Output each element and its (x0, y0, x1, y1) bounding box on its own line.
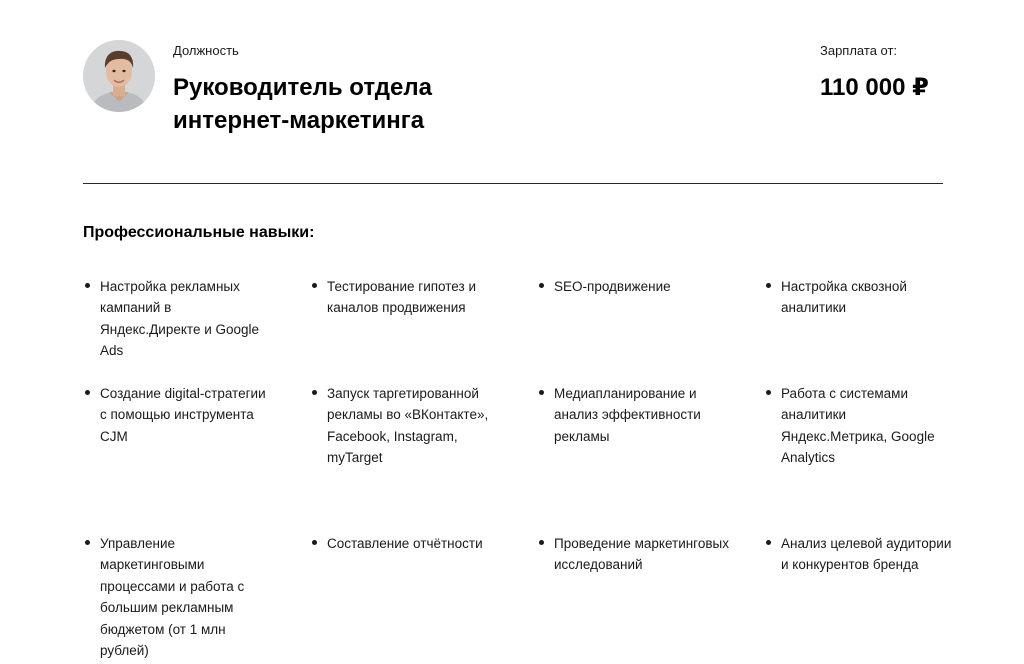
position-title: Руководитель отдела интернет-маркетинга (173, 74, 432, 134)
skill-text: Настройка рекламных кампаний в Яндекс.Директе и Google Ads (100, 279, 260, 359)
bullet-icon (85, 540, 90, 545)
bullet-icon (766, 390, 771, 395)
skill-text: Управление маркетинговыми процессами и работа с большим рекламным бюджетом (от 1 млн рублей) (100, 536, 245, 659)
skill-text: Создание digital-стратегии с помощью инструмента CJM (100, 386, 266, 444)
header-divider (83, 183, 943, 184)
skill-text: Запуск таргетированной рекламы во «ВКонтакте», Facebook, Instagram, myTarget (327, 386, 489, 466)
skill-item (764, 533, 956, 576)
bullet-icon (539, 540, 544, 545)
skill-text: Работа с системами аналитики Яндекс.Метрика, Google Analytics (781, 386, 935, 466)
bullet-icon (766, 540, 771, 545)
skill-item (83, 276, 275, 362)
skill-text: Анализ целевой аудитории и конкурентов бренда (781, 536, 952, 573)
bullet-icon (539, 283, 544, 288)
bullet-icon (539, 390, 544, 395)
skill-text: Проведение маркетинговых исследований (554, 536, 729, 573)
bullet-icon (312, 540, 317, 545)
skill-text: Тестирование гипотез и каналов продвижения (327, 279, 476, 316)
bullet-icon (85, 283, 90, 288)
skill-item (764, 276, 956, 319)
skill-text: Медиапланирование и анализ эффективности рекламы (554, 386, 701, 444)
person-avatar-icon (83, 40, 155, 112)
bullet-icon (85, 390, 90, 395)
bullet-icon (766, 283, 771, 288)
skill-item (310, 276, 502, 319)
skill-text: Составление отчётности (327, 536, 483, 551)
salary-value: 110 000 ₽ (820, 74, 929, 101)
skill-item (310, 383, 502, 469)
skill-item (764, 383, 956, 469)
skill-item (537, 533, 734, 576)
skill-item (537, 383, 734, 447)
bullet-icon (312, 283, 317, 288)
avatar (83, 40, 155, 112)
bullet-icon (312, 390, 317, 395)
skill-item (83, 533, 275, 661)
vacancy-header (83, 40, 943, 184)
skill-text: Настройка сквозной аналитики (781, 279, 907, 316)
skill-item (310, 533, 502, 554)
skill-item (83, 383, 275, 447)
skills-heading: Профессиональные навыки: (83, 224, 315, 241)
skill-text: SEO-продвижение (554, 279, 671, 294)
salary-label: Зарплата от: (820, 43, 898, 58)
position-label: Должность (173, 43, 239, 58)
skill-item (537, 276, 734, 297)
